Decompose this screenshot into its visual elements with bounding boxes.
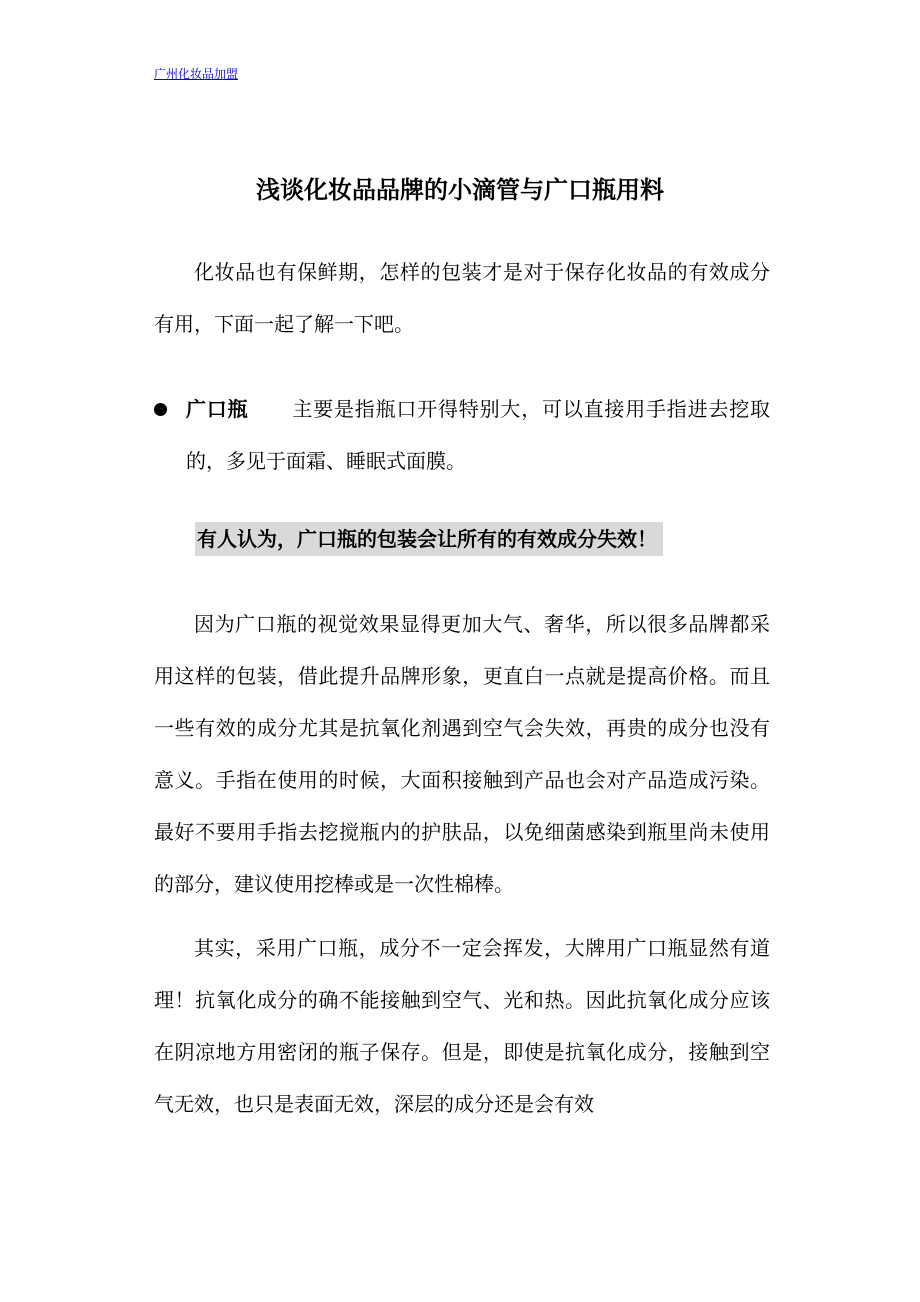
bullet-item <box>154 383 770 487</box>
body-paragraph-1: 因为广口瓶的视觉效果显得更加大气、奢华，所以很多品牌都采用这样的包装，借此提升品牌形象，更直白一点就是提高价格。而且一些有效的成分尤其是抗氧化剂遇到空气会失效，再贵的成分也没有意义。手指在使用的时候，大面积接触到产品也会对产品造成污染。最好不要用手指去挖搅瓶内的护肤品，以免细菌感染到瓶里尚未使用的部分，建议使用挖棒或是一次性棉棒。 <box>154 612 770 896</box>
bullet-dot-icon <box>154 403 167 416</box>
bullet-term: 广口瓶 <box>186 397 249 421</box>
highlight-block <box>195 522 663 556</box>
bullet-content <box>186 383 770 487</box>
page-title: 浅谈化妆品品牌的小滴管与广口瓶用料 <box>256 175 664 204</box>
header-link[interactable]: 广州化妆品加盟 <box>154 67 239 81</box>
body-paragraph-2: 其实，采用广口瓶，成分不一定会挥发，大牌用广口瓶显然有道理！抗氧化成分的确不能接触到空气、光和热。因此抗氧化成分应该在阴凉地方用密闭的瓶子保存。但是，即使是抗氧化成分，接触到空气无效，也只是表面无效，深层的成分还是会有效 <box>154 936 770 1116</box>
intro-paragraph: 化妆品也有保鲜期，怎样的包装才是对于保存化妆品的有效成分有用，下面一起了解一下吧。 <box>154 260 770 336</box>
highlight-text: 有人认为，广口瓶的包装会让所有的有效成分失效！ <box>195 522 663 556</box>
bullet-description: 主要是指瓶口开得特别大，可以直接用手指进去挖取的，多见于面霜、睡眠式面膜。 <box>186 397 771 473</box>
